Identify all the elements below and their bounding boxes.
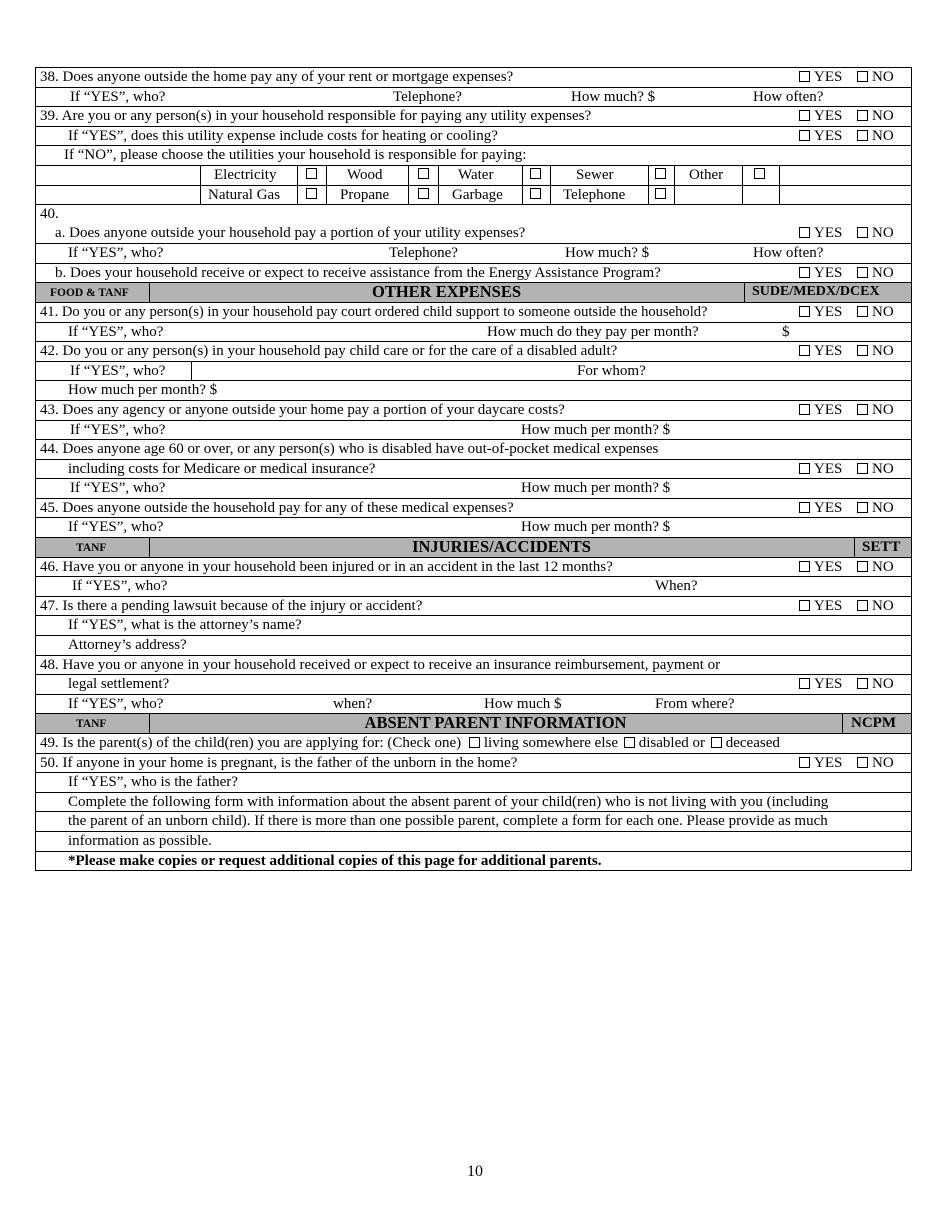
q41-no-option[interactable]: NO <box>857 303 894 321</box>
q38-telephone-label[interactable]: Telephone? <box>393 88 462 105</box>
q42-text: 42. Do you or any person(s) in your household pay child care or for the care of a disabled adult? <box>40 343 618 360</box>
q42-how-much-label[interactable]: How much per month? $ <box>68 382 218 399</box>
q49-disabled-option[interactable]: disabled or <box>622 735 705 751</box>
q38-yes-option[interactable]: YES <box>799 68 842 86</box>
checkbox-icon[interactable] <box>857 561 868 572</box>
q45-no-option[interactable]: NO <box>857 499 894 517</box>
q44-who-label[interactable]: If “YES”, who? <box>70 480 166 497</box>
q39-no-text: If “NO”, please choose the utilities your household is responsible for paying: <box>64 147 527 164</box>
checkbox-icon[interactable] <box>799 600 810 611</box>
q44-text-line2: including costs for Medicare or medical insurance? <box>68 460 376 477</box>
q46-when-label[interactable]: When? <box>655 578 698 595</box>
checkbox-icon[interactable] <box>857 306 868 317</box>
injuries-code: SETT <box>862 539 901 556</box>
checkbox-icon[interactable] <box>857 227 868 238</box>
q40a-text: a. Does anyone outside your household pay a portion of your utility expenses? <box>55 225 526 242</box>
injuries-program-code: TANF <box>76 542 107 555</box>
q49-row <box>36 734 911 754</box>
utility-wood-checkbox[interactable] <box>418 166 429 184</box>
utility-natural-gas-label: Natural Gas <box>208 186 281 203</box>
checkbox-icon[interactable] <box>799 306 810 317</box>
q48-how-much-label[interactable]: How much $ <box>484 695 562 712</box>
q44-row <box>36 440 911 460</box>
q38-how-much-label[interactable]: How much? $ <box>571 88 656 105</box>
q40-number: 40. <box>40 206 59 223</box>
utilities-row-1 <box>36 166 911 186</box>
utility-telephone-checkbox[interactable] <box>655 186 666 204</box>
q45-row <box>36 499 911 519</box>
q42-yes-option[interactable]: YES <box>799 342 842 360</box>
q40a-details-row <box>36 244 911 264</box>
q47-attorney-row <box>36 616 911 636</box>
q47-address-label[interactable]: Attorney’s address? <box>68 637 187 654</box>
checkbox-icon[interactable] <box>799 404 810 415</box>
instructions-row-2 <box>36 812 911 832</box>
q48-text-line2: legal settlement? <box>68 676 170 693</box>
checkbox-icon[interactable] <box>857 110 868 121</box>
other-expenses-header <box>36 283 911 303</box>
utility-garbage-checkbox[interactable] <box>530 186 541 204</box>
instructions-line-1: Complete the following form with information about the absent parent of your child(ren) who is not living with you (including <box>68 793 829 810</box>
checkbox-icon[interactable] <box>418 188 429 199</box>
q44-text-line1: 44. Does anyone age 60 or over, or any person(s) who is disabled have out-of-pocket medical expenses <box>40 441 659 458</box>
q38-who-label[interactable]: If “YES”, who? <box>70 88 166 105</box>
other-expenses-program-code: FOOD & TANF <box>50 287 129 300</box>
q39-heating-no-option[interactable]: NO <box>857 127 894 145</box>
q48-who-label[interactable]: If “YES”, who? <box>68 695 164 712</box>
checkbox-icon[interactable] <box>799 130 810 141</box>
checkbox-icon[interactable] <box>306 168 317 179</box>
q46-no-option[interactable]: NO <box>857 558 894 576</box>
checkbox-icon[interactable] <box>530 168 541 179</box>
checkbox-icon[interactable] <box>655 168 666 179</box>
q39-heating-text: If “YES”, does this utility expense include costs for heating or cooling? <box>68 127 498 144</box>
q47-attorney-label[interactable]: If “YES”, what is the attorney’s name? <box>68 617 302 634</box>
q44-row-2 <box>36 460 911 480</box>
q48-row <box>36 656 911 676</box>
checkbox-icon[interactable] <box>469 737 480 748</box>
q38-details-row <box>36 88 911 108</box>
utility-garbage-label: Garbage <box>452 186 503 203</box>
copies-note: *Please make copies or request additional copies of this page for additional parents. <box>68 852 602 869</box>
q48-yes-option[interactable]: YES <box>799 675 842 693</box>
utility-propane-checkbox[interactable] <box>418 186 429 204</box>
q46-details-row <box>36 577 911 597</box>
q43-how-much-label[interactable]: How much per month? $ <box>521 421 671 438</box>
q45-text: 45. Does anyone outside the household pay for any of these medical expenses? <box>40 499 514 516</box>
checkbox-icon[interactable] <box>655 188 666 199</box>
q40a-how-often-label[interactable]: How often? <box>753 245 824 262</box>
checkbox-icon[interactable] <box>857 345 868 356</box>
checkbox-icon[interactable] <box>857 267 868 278</box>
q39-yes-option[interactable]: YES <box>799 107 842 125</box>
q48-from-where-label[interactable]: From where? <box>655 695 735 712</box>
q43-no-option[interactable]: NO <box>857 401 894 419</box>
q40a-yes-option[interactable]: YES <box>799 224 842 242</box>
q40b-row <box>36 264 911 284</box>
utility-water-checkbox[interactable] <box>530 166 541 184</box>
q39-no-option[interactable]: NO <box>857 107 894 125</box>
q48-row-2 <box>36 675 911 695</box>
q41-row <box>36 303 911 323</box>
copies-note-row <box>36 852 911 872</box>
q40b-no-option[interactable]: NO <box>857 264 894 282</box>
q45-who-label[interactable]: If “YES”, who? <box>68 519 164 536</box>
q50-no-option[interactable]: NO <box>857 754 894 772</box>
injuries-accidents-header <box>36 538 911 558</box>
q40a-who-label[interactable]: If “YES”, who? <box>68 245 164 262</box>
utility-natural-gas-checkbox[interactable] <box>306 186 317 204</box>
q38-text: 38. Does anyone outside the home pay any of your rent or mortgage expenses? <box>40 69 514 85</box>
q46-row <box>36 558 911 578</box>
instructions-line-2: the parent of an unborn child). If there is more than one possible parent, complete a form for each one. Please provide as much <box>68 813 828 830</box>
checkbox-icon[interactable] <box>799 757 810 768</box>
q40-row <box>36 205 911 244</box>
q44-details-row <box>36 479 911 499</box>
q48-details-row <box>36 695 911 715</box>
q46-text: 46. Have you or anyone in your household been injured or in an accident in the last 12 months? <box>40 558 613 575</box>
absent-parent-code: NCPM <box>851 715 896 732</box>
q39-heating-yes-option[interactable]: YES <box>799 127 842 145</box>
q44-how-much-label[interactable]: How much per month? $ <box>521 480 671 497</box>
q50-row <box>36 754 911 774</box>
instructions-line-3: information as possible. <box>68 832 212 849</box>
checkbox-icon[interactable] <box>624 737 635 748</box>
utility-wood-label: Wood <box>347 166 383 183</box>
q39-heating-row <box>36 127 911 147</box>
q42-row <box>36 342 911 362</box>
q49-line <box>40 734 780 752</box>
q41-how-much-label[interactable]: How much do they pay per month? <box>487 323 699 340</box>
q42-who-label[interactable]: If “YES”, who? <box>70 362 166 379</box>
q47-address-row <box>36 636 911 656</box>
q45-details-row <box>36 518 911 538</box>
q49-deceased-option[interactable]: deceased <box>709 735 780 751</box>
q38-row <box>36 68 911 88</box>
utility-other-label: Other <box>689 166 724 183</box>
q47-yes-option[interactable]: YES <box>799 597 842 615</box>
q43-yes-option[interactable]: YES <box>799 401 842 419</box>
q48-when-label[interactable]: when? <box>333 695 373 712</box>
checkbox-icon[interactable] <box>799 678 810 689</box>
utilities-row-2 <box>36 186 911 206</box>
q50-father-label[interactable]: If “YES”, who is the father? <box>68 774 238 791</box>
other-expenses-codes: SUDE/MEDX/DCEX <box>752 284 880 300</box>
checkbox-icon[interactable] <box>857 678 868 689</box>
q43-details-row <box>36 421 911 441</box>
absent-parent-title: ABSENT PARENT INFORMATION <box>364 713 627 733</box>
absent-parent-program-code: TANF <box>76 718 107 731</box>
q44-yes-option[interactable]: YES <box>799 460 842 478</box>
q41-yes-option[interactable]: YES <box>799 303 842 321</box>
q39-no-row <box>36 146 911 166</box>
q38-how-often-label[interactable]: How often? <box>753 88 824 105</box>
q41-who-label[interactable]: If “YES”, who? <box>68 323 164 340</box>
q40b-yes-option[interactable]: YES <box>799 264 842 282</box>
checkbox-icon[interactable] <box>799 71 810 82</box>
utility-sewer-checkbox[interactable] <box>655 166 666 184</box>
q41-dollar-sign: $ <box>782 323 790 340</box>
q45-how-much-label[interactable]: How much per month? $ <box>521 519 671 536</box>
q42-details-row <box>36 362 911 382</box>
q42-no-option[interactable]: NO <box>857 342 894 360</box>
q43-who-label[interactable]: If “YES”, who? <box>70 421 166 438</box>
checkbox-icon[interactable] <box>799 227 810 238</box>
q47-text: 47. Is there a pending lawsuit because of the injury or accident? <box>40 597 423 614</box>
checkbox-icon[interactable] <box>857 600 868 611</box>
q43-row <box>36 401 911 421</box>
q38-no-option[interactable]: NO <box>857 68 894 86</box>
q47-no-option[interactable]: NO <box>857 597 894 615</box>
checkbox-icon[interactable] <box>857 463 868 474</box>
q50-text: 50. If anyone in your home is pregnant, is the father of the unborn in the home? <box>40 754 518 771</box>
utility-water-label: Water <box>458 166 494 183</box>
checkbox-icon[interactable] <box>857 130 868 141</box>
utility-electricity-checkbox[interactable] <box>306 166 317 184</box>
q40b-text: b. Does your household receive or expect to receive assistance from the Energy Assistance Program? <box>55 264 661 281</box>
utility-telephone-label: Telephone <box>563 186 626 203</box>
q40a-how-much-label[interactable]: How much? $ <box>565 245 650 262</box>
q47-row <box>36 597 911 617</box>
q39-row <box>36 107 911 127</box>
checkbox-icon[interactable] <box>711 737 722 748</box>
checkbox-icon[interactable] <box>418 168 429 179</box>
q50-yes-option[interactable]: YES <box>799 754 842 772</box>
utility-other-checkbox[interactable] <box>754 166 765 184</box>
instructions-row-1 <box>36 793 911 813</box>
checkbox-icon[interactable] <box>799 463 810 474</box>
checkbox-icon[interactable] <box>857 502 868 513</box>
q49-text: 49. Is the parent(s) of the child(ren) you are applying for: (Check one) <box>40 735 462 751</box>
checkbox-icon[interactable] <box>799 267 810 278</box>
checkbox-icon[interactable] <box>306 188 317 199</box>
checkbox-icon[interactable] <box>754 168 765 179</box>
q45-yes-option[interactable]: YES <box>799 499 842 517</box>
utility-electricity-label: Electricity <box>214 166 277 183</box>
utility-propane-label: Propane <box>340 186 390 203</box>
q42-amount-row <box>36 381 911 401</box>
checkbox-icon[interactable] <box>857 71 868 82</box>
page-number: 10 <box>467 1163 483 1180</box>
q41-details-row <box>36 323 911 343</box>
q46-yes-option[interactable]: YES <box>799 558 842 576</box>
q49-living-elsewhere-option[interactable]: living somewhere else <box>465 735 618 751</box>
checkbox-icon[interactable] <box>799 110 810 121</box>
q48-no-option[interactable]: NO <box>857 675 894 693</box>
q43-text: 43. Does any agency or anyone outside your home pay a portion of your daycare costs? <box>40 401 565 418</box>
q48-text-line1: 48. Have you or anyone in your household received or expect to receive an insurance reimbursement, payment or <box>40 656 721 673</box>
q40a-telephone-label[interactable]: Telephone? <box>389 245 458 262</box>
instructions-row-3 <box>36 832 911 852</box>
q41-text: 41. Do you or any person(s) in your household pay court ordered child support to someone outside the household? <box>40 303 708 320</box>
checkbox-icon[interactable] <box>857 757 868 768</box>
q39-text: 39. Are you or any person(s) in your household responsible for paying any utility expenses? <box>40 108 592 125</box>
checkbox-icon[interactable] <box>530 188 541 199</box>
q44-no-option[interactable]: NO <box>857 460 894 478</box>
checkbox-icon[interactable] <box>799 561 810 572</box>
q50-father-row <box>36 773 911 793</box>
q42-for-whom-label[interactable]: For whom? <box>577 362 646 379</box>
checkbox-icon[interactable] <box>799 345 810 356</box>
q46-who-label[interactable]: If “YES”, who? <box>72 578 168 595</box>
other-expenses-title: OTHER EXPENSES <box>372 282 521 302</box>
utility-sewer-label: Sewer <box>576 166 614 183</box>
checkbox-icon[interactable] <box>799 502 810 513</box>
absent-parent-header <box>36 714 911 734</box>
application-form-page <box>35 67 912 871</box>
q40a-no-option[interactable]: NO <box>857 224 894 242</box>
checkbox-icon[interactable] <box>857 404 868 415</box>
injuries-accidents-title: INJURIES/ACCIDENTS <box>412 537 591 557</box>
